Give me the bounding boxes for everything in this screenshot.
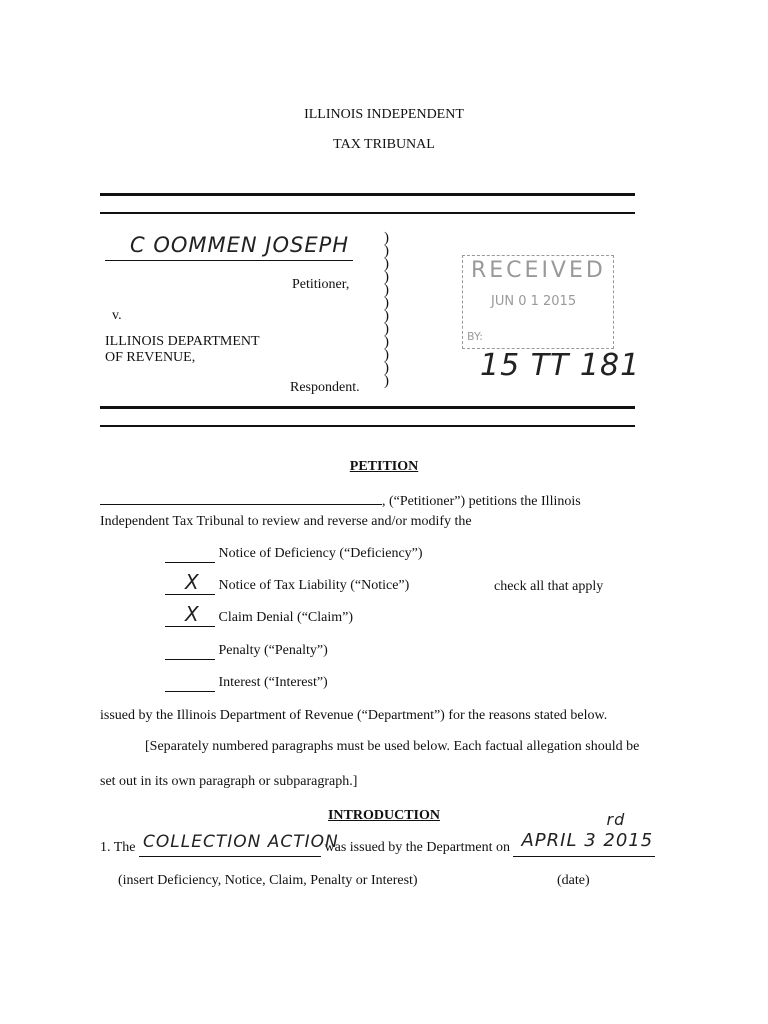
stamp-by: BY: — [467, 330, 483, 343]
respondent-name-line1: ILLINOIS DEPARTMENT — [105, 334, 260, 349]
introduction-heading: INTRODUCTION — [327, 808, 440, 823]
bracket-char: ) — [384, 321, 389, 337]
petition-heading: PETITION — [349, 459, 419, 474]
option-label: Notice of Deficiency (“Deficiency”) — [218, 546, 423, 561]
check-all-note: check all that apply — [494, 579, 604, 594]
top-rule-thin — [100, 212, 635, 214]
petition-intro-line1 — [100, 494, 581, 510]
notice-type-handwritten: COLLECTION ACTION — [143, 832, 339, 852]
notice-type-hint: (insert Deficiency, Notice, Claim, Penalty or Interest) — [118, 873, 418, 888]
petition-intro-line2: Independent Tax Tribunal to review and reverse and/or modify the — [100, 514, 472, 529]
petitioner-name-handwritten: C OOMMEN JOSEPH — [130, 233, 350, 257]
option-row — [165, 546, 423, 563]
respondent-label: Respondent. — [290, 380, 360, 395]
stamp-date: JUN 0 1 2015 — [491, 294, 577, 309]
date-blank — [513, 810, 655, 857]
bracket-char: ) — [384, 373, 389, 389]
item-middle-text: was issued by the Department on — [324, 840, 510, 855]
date-handwritten: APRIL 3 2015 — [521, 830, 654, 851]
bracket-char: ) — [384, 360, 389, 376]
versus-label: v. — [112, 308, 122, 323]
stamp-title: RECEIVED — [471, 258, 606, 283]
petitioner-name-line — [105, 233, 353, 261]
bracket-char: ) — [384, 243, 389, 259]
option-check-blank — [165, 602, 215, 627]
option-check-mark: X — [185, 570, 200, 594]
bottom-rule-thin — [100, 425, 635, 427]
bracket-char: ) — [384, 269, 389, 285]
option-label: Claim Denial (“Claim”) — [218, 610, 354, 625]
received-stamp — [462, 255, 614, 349]
option-check-mark: X — [185, 602, 200, 626]
option-label: Interest (“Interest”) — [218, 675, 328, 690]
bracket-char: ) — [384, 347, 389, 363]
instruction-line2: set out in its own paragraph or subparagraph.] — [100, 774, 358, 789]
top-rule-thick — [100, 193, 635, 196]
option-check-blank — [165, 643, 215, 660]
item-prefix: 1. The — [100, 840, 136, 855]
bracket-char: ) — [384, 282, 389, 298]
petitioner-label: Petitioner, — [292, 277, 350, 292]
bottom-rule-thick — [100, 406, 635, 409]
option-check-blank — [165, 546, 215, 563]
caption-bracket-column — [384, 232, 389, 388]
option-row — [165, 675, 328, 692]
option-check-blank — [165, 675, 215, 692]
tribunal-title-line2: TAX TRIBUNAL — [333, 137, 435, 152]
case-number-handwritten: 15 TT 181 — [480, 348, 641, 383]
instruction-line1: [Separately numbered paragraphs must be used below. Each factual allegation should be — [145, 739, 640, 754]
option-check-blank — [165, 570, 215, 595]
date-superscript: rd — [606, 810, 626, 829]
bracket-char: ) — [384, 230, 389, 246]
bracket-char: ) — [384, 256, 389, 272]
respondent-name-line2: OF REVENUE, — [105, 350, 196, 365]
petitioner-blank — [100, 504, 382, 505]
tribunal-title-line1: ILLINOIS INDEPENDENT — [304, 107, 464, 122]
bracket-char: ) — [384, 334, 389, 350]
date-hint: (date) — [557, 873, 590, 888]
issued-by-text: issued by the Illinois Department of Revenue (“Department”) for the reasons stated below. — [100, 708, 608, 723]
option-row — [165, 570, 410, 595]
option-label: Penalty (“Penalty”) — [218, 643, 328, 658]
option-label: Notice of Tax Liability (“Notice”) — [218, 578, 410, 593]
bracket-char: ) — [384, 308, 389, 324]
notice-type-blank — [139, 832, 339, 857]
petition-intro-text: , (“Petitioner”) petitions the Illinois — [382, 494, 581, 509]
option-row — [165, 602, 354, 627]
bracket-char: ) — [384, 295, 389, 311]
option-row — [165, 643, 328, 660]
